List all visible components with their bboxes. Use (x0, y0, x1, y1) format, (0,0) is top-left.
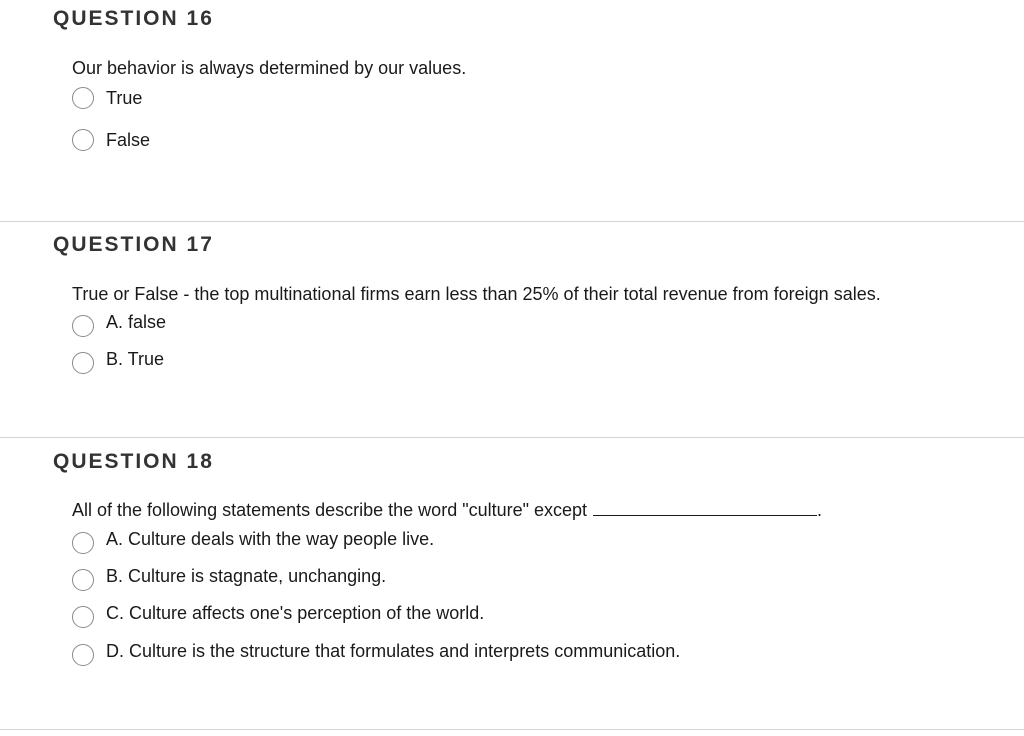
radio-button[interactable] (72, 87, 94, 109)
question-17-option-a[interactable] (72, 309, 166, 335)
question-18-text-end: . (817, 500, 823, 520)
question-18-option-a[interactable] (72, 526, 434, 552)
question-17-heading: QUESTION 17 (53, 233, 214, 256)
radio-button[interactable] (72, 532, 94, 554)
question-17-text: True or False - the top multinational firms earn less than 25% of their total revenue from foreign sales. (72, 284, 881, 304)
radio-button[interactable] (72, 569, 94, 591)
question-18-option-c[interactable] (72, 600, 484, 626)
question-18-heading: QUESTION 18 (53, 450, 214, 473)
option-label: A. false (106, 311, 167, 332)
question-18-text-main: All of the following statements describe the word "culture" except (72, 500, 588, 520)
question-16-heading: QUESTION 16 (53, 7, 214, 30)
question-16-text: Our behavior is always determined by our values. (72, 58, 467, 78)
question-divider (0, 729, 1024, 730)
option-label: False (106, 129, 151, 150)
option-label: A. Culture deals with the way people live. (106, 528, 435, 549)
question-18-text (72, 500, 822, 521)
question-18-option-d[interactable] (72, 638, 680, 664)
option-label: B. True (106, 348, 165, 369)
radio-button[interactable] (72, 315, 94, 337)
option-label: B. Culture is stagnate, unchanging. (106, 565, 387, 586)
radio-button[interactable] (72, 352, 94, 374)
question-18-option-b[interactable] (72, 563, 386, 589)
option-label: True (106, 87, 143, 108)
option-label: D. Culture is the structure that formulates and interprets communication. (106, 640, 681, 661)
question-divider (0, 221, 1024, 222)
radio-button[interactable] (72, 644, 94, 666)
radio-button[interactable] (72, 606, 94, 628)
option-label: C. Culture affects one's perception of the world. (106, 602, 485, 623)
radio-button[interactable] (72, 129, 94, 151)
question-17-option-b[interactable] (72, 346, 164, 372)
question-16-option-false[interactable] (72, 127, 150, 153)
answer-blank-line (593, 501, 817, 516)
question-16-option-true[interactable] (72, 85, 142, 111)
question-divider (0, 437, 1024, 438)
